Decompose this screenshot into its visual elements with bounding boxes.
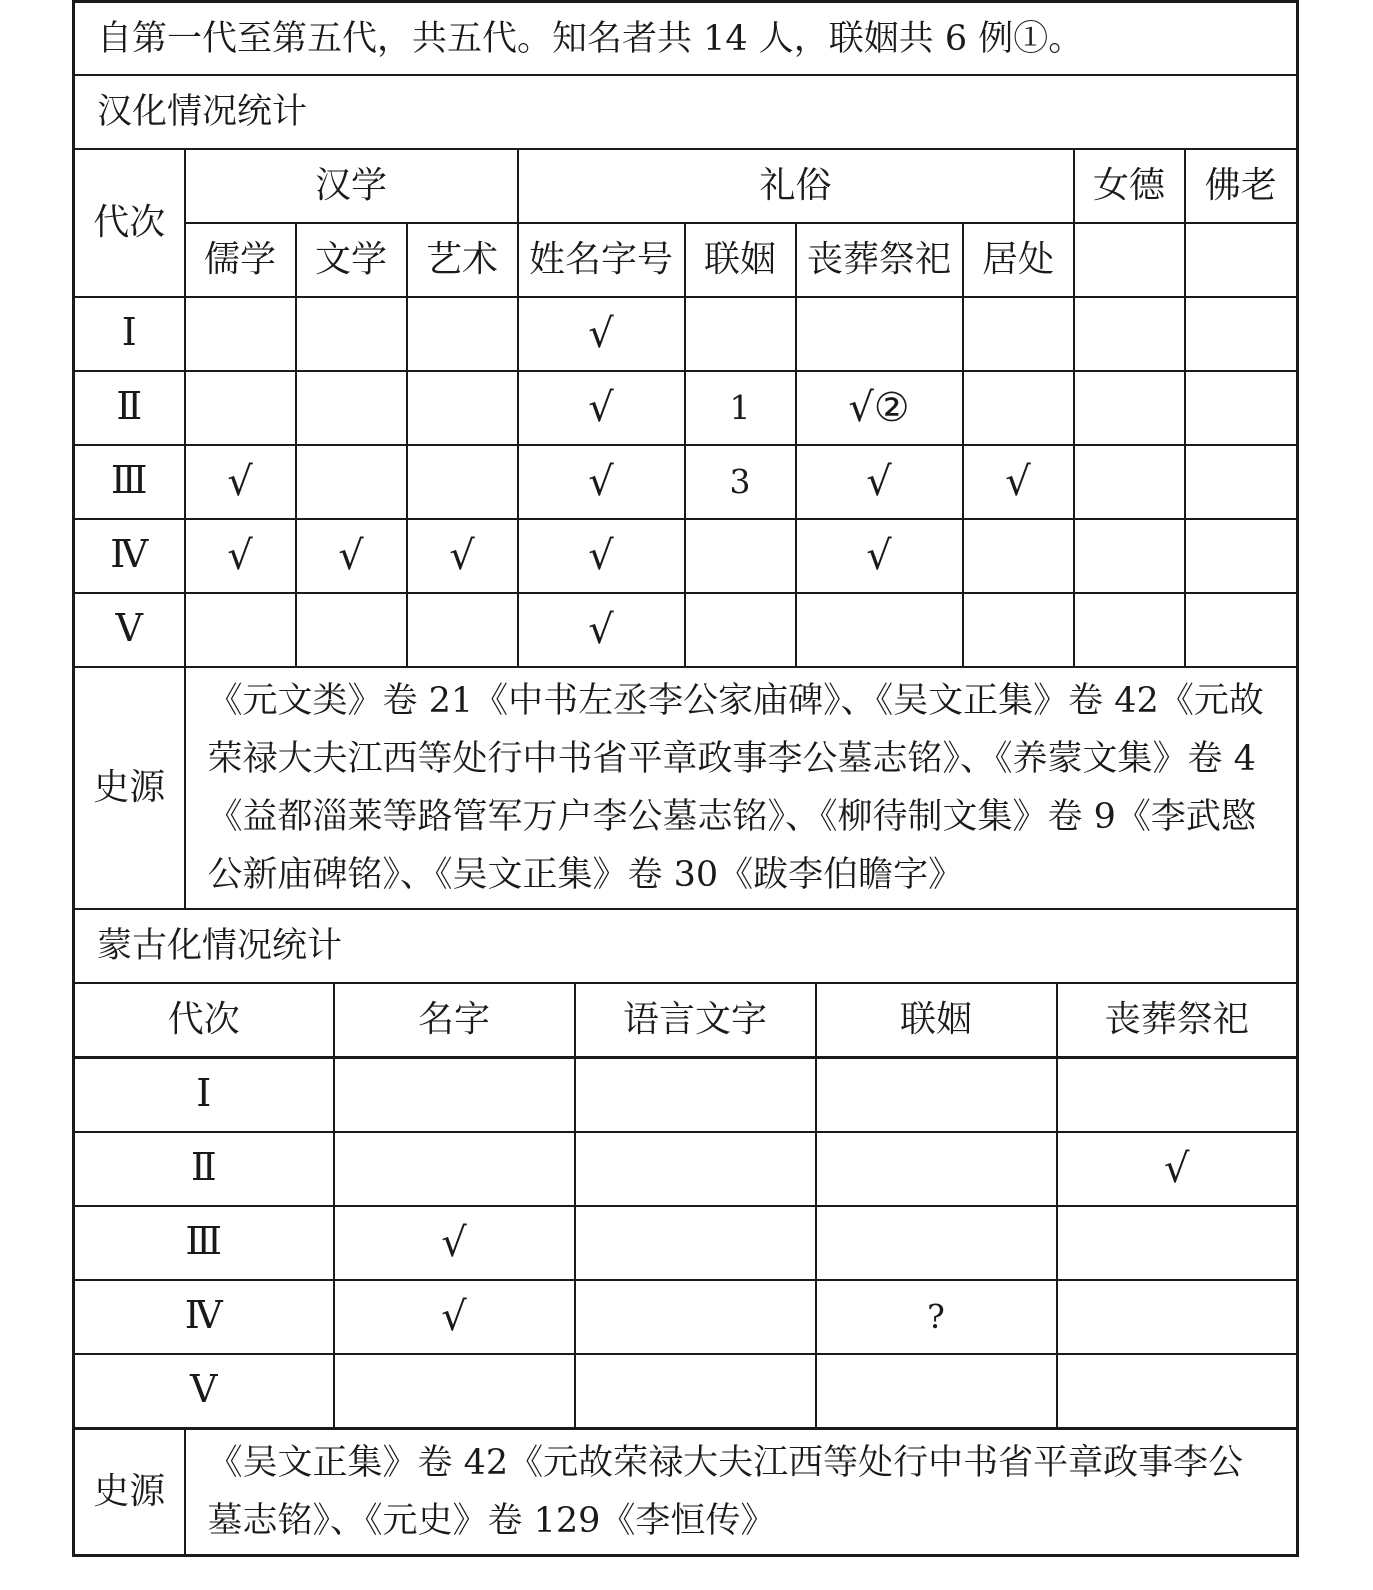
table-cell <box>1074 593 1185 667</box>
table-cell <box>1074 297 1185 371</box>
table-cell <box>575 1354 816 1429</box>
table-row <box>74 371 1298 445</box>
table-cell <box>407 371 518 445</box>
table-cell <box>963 297 1074 371</box>
table-cell: √ <box>518 371 685 445</box>
table-cell <box>685 593 796 667</box>
table-cell <box>296 297 407 371</box>
col-header: 联姻 <box>685 223 796 297</box>
table-row <box>74 593 1298 667</box>
mongol-stats-table <box>72 908 1299 1557</box>
table-cell: √ <box>963 445 1074 519</box>
table-cell: √ <box>185 519 296 593</box>
table-cell <box>575 1280 816 1354</box>
table-cell: √ <box>796 519 963 593</box>
dai-ci-header: 代次 <box>74 149 185 297</box>
intro-text: 自第一代至第五代，共五代。知名者共 14 人，联姻共 6 例①。 <box>74 2 1298 76</box>
han-section-title: 汉化情况统计 <box>74 75 1298 149</box>
table-cell <box>575 1206 816 1280</box>
table-cell <box>296 445 407 519</box>
hanxue-group-header: 汉学 <box>185 149 518 223</box>
table-cell <box>185 371 296 445</box>
table-cell <box>963 519 1074 593</box>
table-cell: √ <box>334 1280 575 1354</box>
table-row <box>74 297 1298 371</box>
table-cell <box>685 519 796 593</box>
table-row <box>74 1206 1298 1280</box>
table-cell <box>185 297 296 371</box>
table-cell: √ <box>518 297 685 371</box>
col-header: 居处 <box>963 223 1074 297</box>
table-cell: √ <box>407 519 518 593</box>
table-cell: √ <box>518 445 685 519</box>
table-cell <box>575 1132 816 1206</box>
table-cell <box>296 593 407 667</box>
lisu-group-header: 礼俗 <box>518 149 1074 223</box>
table-cell <box>816 1206 1057 1280</box>
mongol-col-header: 丧葬祭祀 <box>1057 983 1298 1058</box>
table-cell <box>963 593 1074 667</box>
table-cell <box>1057 1280 1298 1354</box>
table-cell <box>407 593 518 667</box>
table-cell <box>1057 1206 1298 1280</box>
nvde-header: 女德 <box>1074 149 1185 223</box>
generation-cell: Ⅳ <box>74 519 185 593</box>
table-row <box>74 445 1298 519</box>
table-cell <box>407 297 518 371</box>
table-cell <box>1185 593 1298 667</box>
table-cell <box>1074 445 1185 519</box>
table-cell: √② <box>796 371 963 445</box>
table-cell <box>334 1132 575 1206</box>
table-cell <box>1185 297 1298 371</box>
generation-cell: Ⅲ <box>74 1206 334 1280</box>
table-cell: √ <box>518 519 685 593</box>
table-cell: 3 <box>685 445 796 519</box>
generation-cell: Ⅰ <box>74 1058 334 1133</box>
table-cell <box>1185 371 1298 445</box>
empty-cell <box>1074 223 1185 297</box>
document-page <box>72 0 1296 1557</box>
col-header: 儒学 <box>185 223 296 297</box>
table-cell <box>796 593 963 667</box>
table-cell <box>407 445 518 519</box>
table-cell: √ <box>296 519 407 593</box>
han-source-text: 《元文类》卷 21《中书左丞李公家庙碑》、《吴文正集》卷 42《元故荣禄大夫江西等处行中书省平章政事李公墓志铭》、《养蒙文集》卷 4《益都淄莱等路管军万户李公墓志铭》、《柳待制文集》卷 9《李武愍公新庙碑铭》、《吴文正集》卷 30《跋李伯瞻字》 <box>185 667 1298 909</box>
generation-cell: Ⅴ <box>74 1354 334 1429</box>
table-cell <box>334 1354 575 1429</box>
han-stats-table <box>72 0 1299 910</box>
col-header: 丧葬祭祀 <box>796 223 963 297</box>
mongol-col-header: 代次 <box>74 983 334 1058</box>
table-cell <box>334 1058 575 1133</box>
table-cell: √ <box>1057 1132 1298 1206</box>
table-cell: 1 <box>685 371 796 445</box>
table-cell: √ <box>518 593 685 667</box>
generation-cell: Ⅱ <box>74 371 185 445</box>
table-row <box>74 1280 1298 1354</box>
table-cell <box>296 371 407 445</box>
table-row <box>74 1132 1298 1206</box>
generation-cell: Ⅳ <box>74 1280 334 1354</box>
table-cell: ? <box>816 1280 1057 1354</box>
mongol-col-header: 语言文字 <box>575 983 816 1058</box>
col-header: 文学 <box>296 223 407 297</box>
table-row <box>74 519 1298 593</box>
table-cell <box>1074 519 1185 593</box>
table-row <box>74 1354 1298 1429</box>
generation-cell: Ⅴ <box>74 593 185 667</box>
table-cell <box>1185 445 1298 519</box>
table-cell: √ <box>334 1206 575 1280</box>
table-cell: √ <box>185 445 296 519</box>
table-cell <box>816 1058 1057 1133</box>
table-cell <box>1185 519 1298 593</box>
han-source-label: 史源 <box>74 667 185 909</box>
table-row <box>74 1058 1298 1133</box>
mongol-col-header: 联姻 <box>816 983 1057 1058</box>
table-cell <box>816 1354 1057 1429</box>
table-cell <box>185 593 296 667</box>
mongol-source-text: 《吴文正集》卷 42《元故荣禄大夫江西等处行中书省平章政事李公墓志铭》、《元史》卷 129《李恒传》 <box>185 1429 1298 1556</box>
table-cell <box>963 371 1074 445</box>
mongol-col-header: 名字 <box>334 983 575 1058</box>
mongol-source-label: 史源 <box>74 1429 185 1556</box>
mongol-section-title: 蒙古化情况统计 <box>74 909 1298 983</box>
table-cell <box>796 297 963 371</box>
generation-cell: Ⅰ <box>74 297 185 371</box>
table-cell <box>685 297 796 371</box>
table-cell <box>575 1058 816 1133</box>
generation-cell: Ⅱ <box>74 1132 334 1206</box>
table-cell <box>1057 1058 1298 1133</box>
folao-header: 佛老 <box>1185 149 1298 223</box>
table-cell <box>816 1132 1057 1206</box>
table-cell <box>1057 1354 1298 1429</box>
table-cell: √ <box>796 445 963 519</box>
empty-cell <box>1185 223 1298 297</box>
col-header: 姓名字号 <box>518 223 685 297</box>
table-cell <box>1074 371 1185 445</box>
generation-cell: Ⅲ <box>74 445 185 519</box>
col-header: 艺术 <box>407 223 518 297</box>
